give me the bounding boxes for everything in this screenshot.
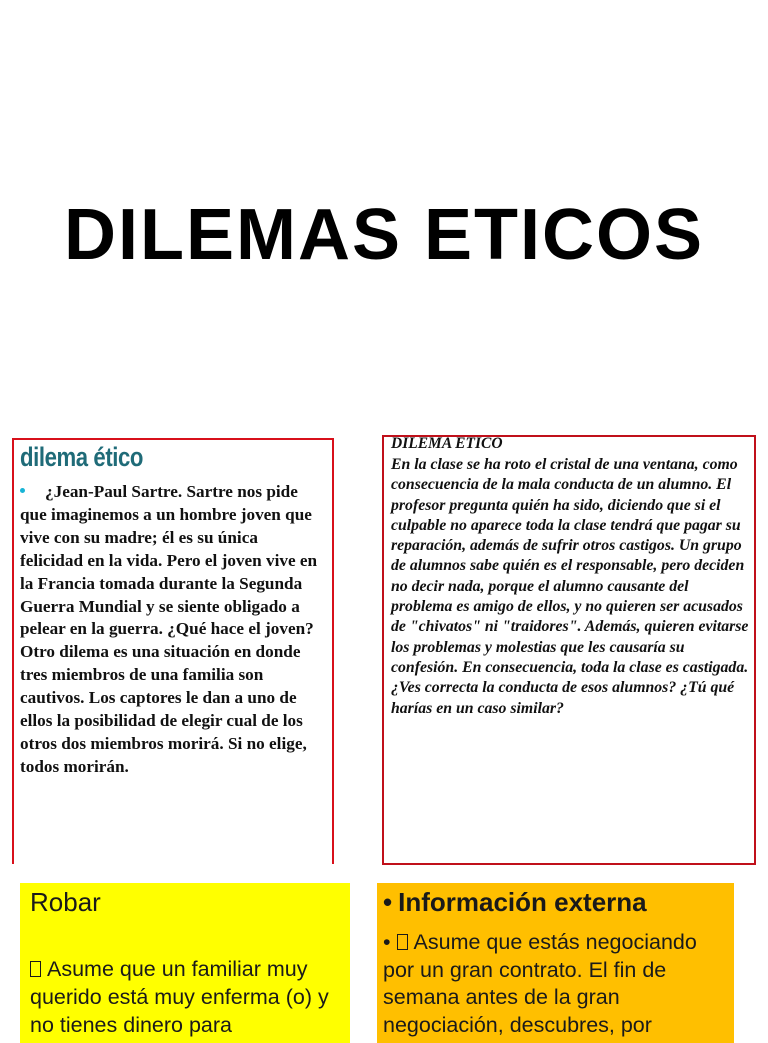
robar-card — [20, 883, 350, 1043]
card-text: ¿Jean-Paul Sartre. Sartre nos pide que imaginemos a un hombre joven que vive con su madre; él es su única felicidad en la vida. Pero el joven vive en la Francia tomada durante la Segunda Guerra Mundial y se siente obligado a pelear en la guerra. ¿Qué hace el joven? Otro dilema es una situación en donde tres miembros de una familia son cautivos. Los captores le dan a uno de ellos la posibilidad de elegir cual de los otros dos miembros morirá. Si no elige, todos morirán. — [20, 482, 318, 776]
card-body — [30, 955, 348, 1039]
card-heading: Robar — [30, 887, 101, 917]
card-text: Asume que un familiar muy querido está muy enferma (o) y no tienes dinero para — [30, 957, 329, 1037]
card-text: Asume que estás negociando por un gran contrato. El fin de semana antes de la gran negociación, descubres, por — [383, 930, 697, 1037]
card-body — [383, 929, 728, 1039]
card-heading: dilema ético — [20, 442, 144, 472]
card-heading-text: Información externa — [398, 887, 647, 917]
missing-glyph-icon — [397, 934, 408, 950]
card-text: En la clase se ha roto el cristal de una ventana, como consecuencia de la mala conducta de un alumno. El profesor pregunta quién ha sido, diciendo que si el culpable no aparece toda la clase tendrá que pagar su reparación, además de sufrir otros castigos. Un grupo de alumnos sabe quién es el responsable, pero deciden no decir nada, porque el alumno causante del problema es amigo de ellos, y no quieren ser acusados de "chivatos" ni "traidores". Además, quieren evitarse los problemas y molestias que les causaría su confesión. En consecuencia, toda la clase es castigada. ¿Ves correcta la conducta de esos alumnos? ¿Tú qué harías en un caso similar? — [391, 456, 749, 717]
bullet-icon: • — [383, 887, 393, 917]
external-info-card — [377, 883, 734, 1043]
card-heading — [383, 887, 647, 918]
classroom-dilemma-card — [382, 435, 756, 865]
sartre-dilemma-card — [12, 438, 334, 864]
card-body — [20, 481, 320, 779]
bullet-icon — [20, 488, 25, 493]
page-title: DILEMAS ETICOS — [63, 195, 705, 275]
missing-glyph-icon — [30, 961, 41, 977]
card-heading: DILEMA ETICO — [391, 435, 503, 452]
bullet-icon: • — [383, 930, 391, 954]
